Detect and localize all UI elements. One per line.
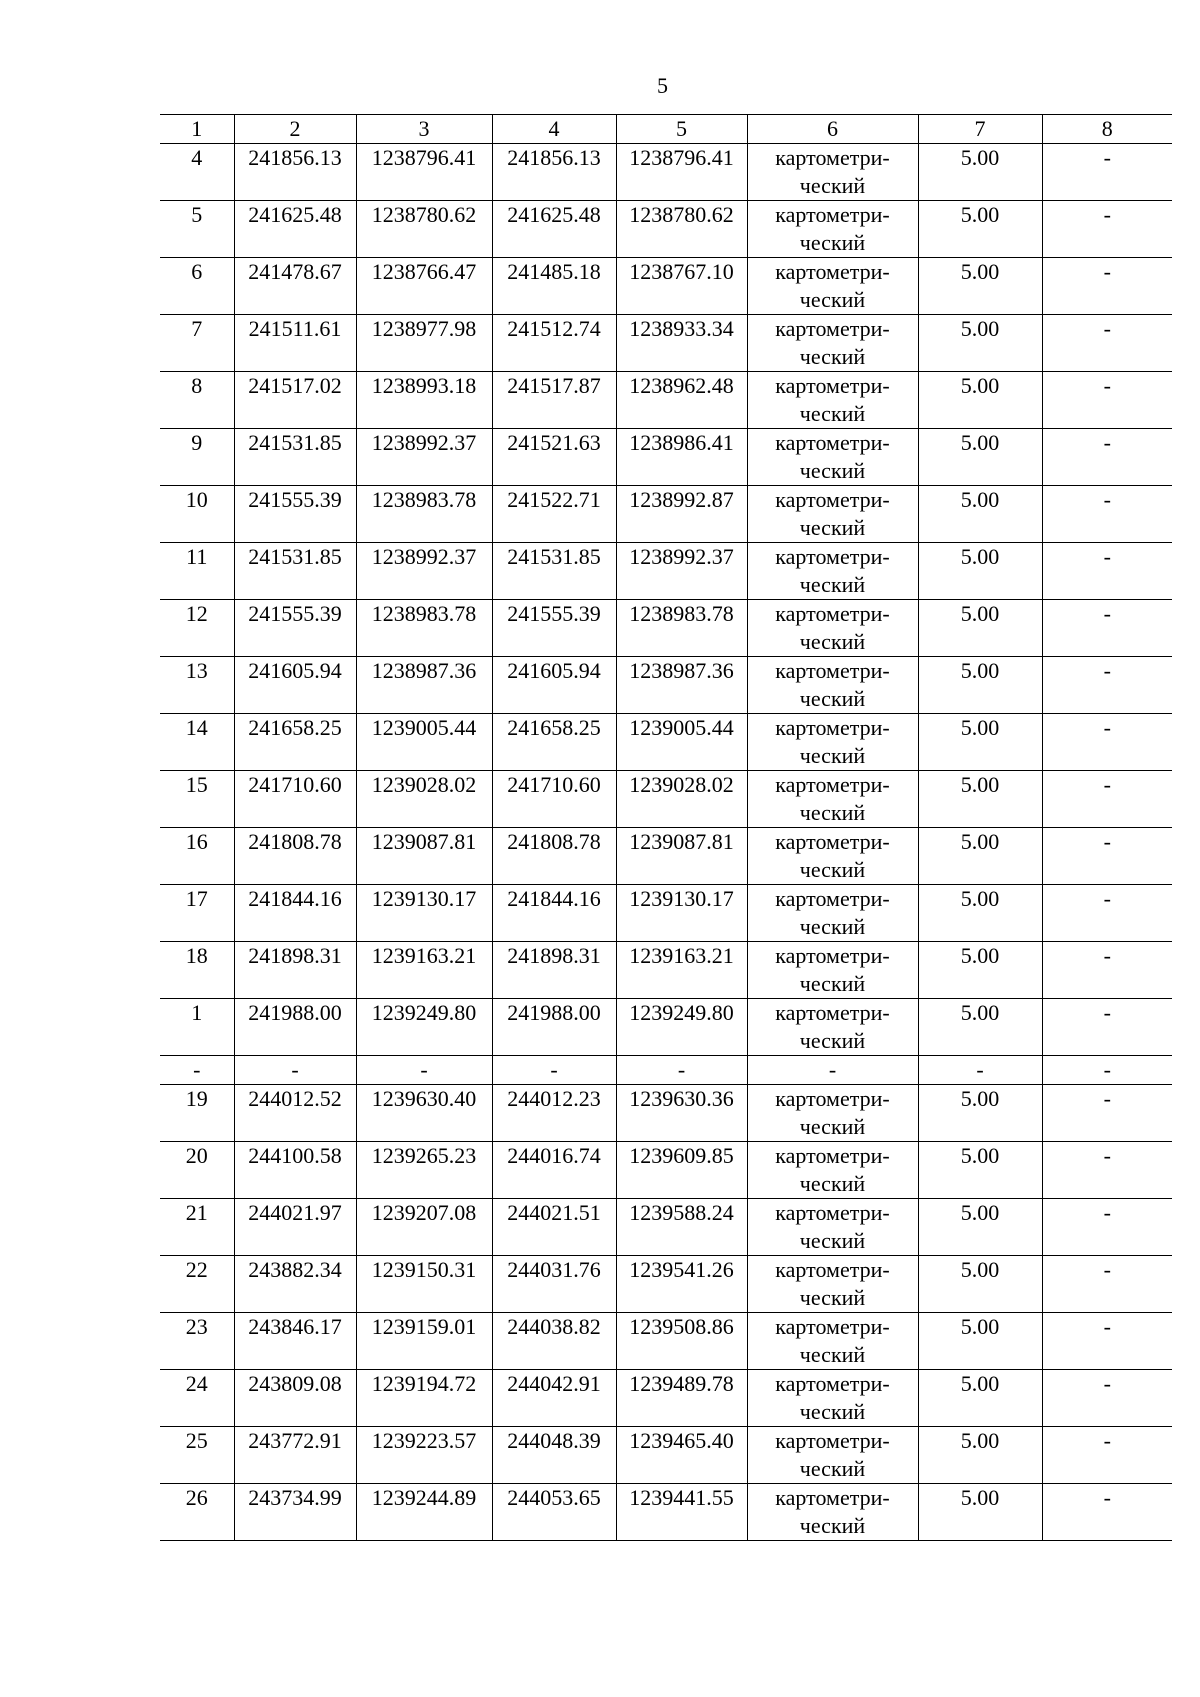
table-cell-col-2: 243846.17: [234, 1313, 356, 1370]
table-cell-col-8: -: [1042, 543, 1172, 600]
table-cell-col-2: 241531.85: [234, 429, 356, 486]
table-body: [160, 115, 1172, 1541]
column-header-7: 7: [918, 115, 1042, 144]
table-cell-col-8: -: [1042, 486, 1172, 543]
table-row: [160, 543, 1172, 600]
table-cell-col-7: 5.00: [918, 1256, 1042, 1313]
table-cell-col-4: 241625.48: [492, 201, 616, 258]
table-cell-col-3: 1239130.17: [356, 885, 492, 942]
table-cell-col-4: 241898.31: [492, 942, 616, 999]
table-cell-col-3: 1238983.78: [356, 600, 492, 657]
table-cell-col-4: 241512.74: [492, 315, 616, 372]
table-cell-col-2: 241844.16: [234, 885, 356, 942]
table-cell-col-3: 1239150.31: [356, 1256, 492, 1313]
table-cell-col-4: 241844.16: [492, 885, 616, 942]
table-cell-col-2: 241605.94: [234, 657, 356, 714]
table-cell-col-5: 1238987.36: [616, 657, 747, 714]
table-cell-col-6: картометри- ческий: [747, 1142, 918, 1199]
table-cell-col-2: 241808.78: [234, 828, 356, 885]
table-cell-col-7: 5.00: [918, 315, 1042, 372]
table-cell-col-7: 5.00: [918, 429, 1042, 486]
table-cell-col-7: 5.00: [918, 1085, 1042, 1142]
table-cell-col-6: картометри- ческий: [747, 1370, 918, 1427]
table-cell-col-4: 241710.60: [492, 771, 616, 828]
table-cell-col-1: 7: [160, 315, 234, 372]
table-cell-col-8: -: [1042, 372, 1172, 429]
table-cell-col-3: 1239087.81: [356, 828, 492, 885]
table-cell-col-7: 5.00: [918, 258, 1042, 315]
table-cell-col-4: 244012.23: [492, 1085, 616, 1142]
table-cell-col-3: 1238983.78: [356, 486, 492, 543]
table-cell-col-6: картометри- ческий: [747, 714, 918, 771]
table-cell-col-2: -: [234, 1056, 356, 1085]
table-row: [160, 600, 1172, 657]
table-cell-col-7: 5.00: [918, 771, 1042, 828]
table-cell-col-6: картометри- ческий: [747, 1427, 918, 1484]
table-cell-col-2: 243772.91: [234, 1427, 356, 1484]
table-cell-col-3: 1238780.62: [356, 201, 492, 258]
table-cell-col-5: 1239130.17: [616, 885, 747, 942]
table-cell-col-8: -: [1042, 714, 1172, 771]
table-cell-col-1: 14: [160, 714, 234, 771]
table-cell-col-2: 244012.52: [234, 1085, 356, 1142]
table-cell-col-8: -: [1042, 1256, 1172, 1313]
table-cell-col-4: 241531.85: [492, 543, 616, 600]
table-cell-col-6: картометри- ческий: [747, 1199, 918, 1256]
table-cell-col-3: 1238993.18: [356, 372, 492, 429]
table-cell-col-5: 1238983.78: [616, 600, 747, 657]
table-row: [160, 315, 1172, 372]
table-cell-col-5: 1239508.86: [616, 1313, 747, 1370]
table-cell-col-2: 244100.58: [234, 1142, 356, 1199]
table-cell-col-3: 1238796.41: [356, 144, 492, 201]
table-cell-col-2: 241531.85: [234, 543, 356, 600]
table-cell-col-6: картометри- ческий: [747, 144, 918, 201]
table-row: [160, 258, 1172, 315]
table-cell-col-2: 243882.34: [234, 1256, 356, 1313]
table-cell-col-5: 1239630.36: [616, 1085, 747, 1142]
table-cell-col-5: 1238933.34: [616, 315, 747, 372]
table-cell-col-4: 241522.71: [492, 486, 616, 543]
table-cell-col-7: 5.00: [918, 1313, 1042, 1370]
table-cell-col-4: 241658.25: [492, 714, 616, 771]
table-cell-col-6: картометри- ческий: [747, 999, 918, 1056]
table-cell-col-7: 5.00: [918, 999, 1042, 1056]
table-cell-col-2: 241898.31: [234, 942, 356, 999]
table-row: [160, 1256, 1172, 1313]
table-cell-col-6: картометри- ческий: [747, 372, 918, 429]
table-row: [160, 714, 1172, 771]
table-cell-col-7: 5.00: [918, 1484, 1042, 1541]
table-row: [160, 372, 1172, 429]
column-header-1: 1: [160, 115, 234, 144]
table-cell-col-2: 241555.39: [234, 600, 356, 657]
table-row: [160, 486, 1172, 543]
table-cell-col-3: 1239249.80: [356, 999, 492, 1056]
table-cell-col-6: картометри- ческий: [747, 942, 918, 999]
table-row: [160, 1370, 1172, 1427]
table-cell-col-5: 1239005.44: [616, 714, 747, 771]
table-cell-col-3: 1239005.44: [356, 714, 492, 771]
table-cell-col-7: 5.00: [918, 1370, 1042, 1427]
table-cell-col-1: 10: [160, 486, 234, 543]
table-cell-col-8: -: [1042, 1370, 1172, 1427]
table-cell-col-1: 5: [160, 201, 234, 258]
table-cell-col-1: 6: [160, 258, 234, 315]
table-cell-col-2: 241658.25: [234, 714, 356, 771]
column-header-6: 6: [747, 115, 918, 144]
table-cell-col-5: 1239541.26: [616, 1256, 747, 1313]
table-cell-col-8: -: [1042, 1056, 1172, 1085]
table-cell-col-3: 1239028.02: [356, 771, 492, 828]
table-cell-col-5: 1239441.55: [616, 1484, 747, 1541]
table-cell-col-4: 241555.39: [492, 600, 616, 657]
table-cell-col-4: 241856.13: [492, 144, 616, 201]
table-cell-col-7: 5.00: [918, 714, 1042, 771]
separator-row: [160, 1056, 1172, 1085]
table-cell-col-7: 5.00: [918, 543, 1042, 600]
table-cell-col-6: картометри- ческий: [747, 1085, 918, 1142]
table-cell-col-1: 17: [160, 885, 234, 942]
table-cell-col-5: -: [616, 1056, 747, 1085]
column-header-4: 4: [492, 115, 616, 144]
table-cell-col-5: 1239087.81: [616, 828, 747, 885]
table-cell-col-8: -: [1042, 1484, 1172, 1541]
table-cell-col-4: 244048.39: [492, 1427, 616, 1484]
table-cell-col-1: -: [160, 1056, 234, 1085]
coordinates-table: [160, 114, 1172, 1541]
table-row: [160, 1484, 1172, 1541]
table-cell-col-7: 5.00: [918, 828, 1042, 885]
table-cell-col-8: -: [1042, 999, 1172, 1056]
table-header-row: [160, 115, 1172, 144]
table-cell-col-1: 15: [160, 771, 234, 828]
table-cell-col-8: -: [1042, 1085, 1172, 1142]
column-header-3: 3: [356, 115, 492, 144]
table-cell-col-5: 1239028.02: [616, 771, 747, 828]
table-cell-col-5: 1239609.85: [616, 1142, 747, 1199]
table-cell-col-8: -: [1042, 828, 1172, 885]
table-cell-col-1: 25: [160, 1427, 234, 1484]
table-cell-col-3: 1238992.37: [356, 429, 492, 486]
table-cell-col-1: 20: [160, 1142, 234, 1199]
table-cell-col-8: -: [1042, 144, 1172, 201]
column-header-2: 2: [234, 115, 356, 144]
table-cell-col-8: -: [1042, 429, 1172, 486]
table-cell-col-5: 1239163.21: [616, 942, 747, 999]
table-cell-col-3: 1239163.21: [356, 942, 492, 999]
table-cell-col-4: 244038.82: [492, 1313, 616, 1370]
table-row: [160, 828, 1172, 885]
table-cell-col-6: картометри- ческий: [747, 258, 918, 315]
table-cell-col-3: 1239194.72: [356, 1370, 492, 1427]
table-cell-col-2: 243734.99: [234, 1484, 356, 1541]
table-cell-col-3: 1239223.57: [356, 1427, 492, 1484]
table-cell-col-3: 1238766.47: [356, 258, 492, 315]
page-number: 5: [657, 73, 668, 98]
table-cell-col-7: 5.00: [918, 942, 1042, 999]
table-cell-col-4: 244016.74: [492, 1142, 616, 1199]
column-header-8: 8: [1042, 115, 1172, 144]
table-cell-col-7: 5.00: [918, 1427, 1042, 1484]
table-cell-col-2: 241478.67: [234, 258, 356, 315]
table-cell-col-1: 19: [160, 1085, 234, 1142]
table-cell-col-6: картометри- ческий: [747, 1484, 918, 1541]
table-cell-col-6: картометри- ческий: [747, 1313, 918, 1370]
table-cell-col-4: 241808.78: [492, 828, 616, 885]
table-cell-col-2: 241625.48: [234, 201, 356, 258]
table-cell-col-1: 24: [160, 1370, 234, 1427]
table-row: [160, 999, 1172, 1056]
table-cell-col-4: -: [492, 1056, 616, 1085]
table-cell-col-8: -: [1042, 885, 1172, 942]
table-cell-col-4: 241521.63: [492, 429, 616, 486]
table-cell-col-3: 1239630.40: [356, 1085, 492, 1142]
table-cell-col-5: 1238780.62: [616, 201, 747, 258]
table-cell-col-5: 1238962.48: [616, 372, 747, 429]
table-cell-col-6: картометри- ческий: [747, 429, 918, 486]
table-row: [160, 201, 1172, 258]
table-cell-col-1: 22: [160, 1256, 234, 1313]
column-header-5: 5: [616, 115, 747, 144]
table-cell-col-2: 241710.60: [234, 771, 356, 828]
table-row: [160, 771, 1172, 828]
table-cell-col-7: 5.00: [918, 885, 1042, 942]
table-cell-col-3: 1238987.36: [356, 657, 492, 714]
table-cell-col-8: -: [1042, 1199, 1172, 1256]
table-cell-col-3: 1239159.01: [356, 1313, 492, 1370]
table-cell-col-5: 1238992.37: [616, 543, 747, 600]
table-cell-col-2: 241856.13: [234, 144, 356, 201]
table-cell-col-5: 1239249.80: [616, 999, 747, 1056]
table-cell-col-8: -: [1042, 1142, 1172, 1199]
table-cell-col-1: 21: [160, 1199, 234, 1256]
table-cell-col-2: 241511.61: [234, 315, 356, 372]
table-cell-col-1: 16: [160, 828, 234, 885]
table-cell-col-3: 1239207.08: [356, 1199, 492, 1256]
table-cell-col-2: 243809.08: [234, 1370, 356, 1427]
table-cell-col-1: 18: [160, 942, 234, 999]
table-cell-col-2: 244021.97: [234, 1199, 356, 1256]
table-cell-col-5: 1239588.24: [616, 1199, 747, 1256]
table-cell-col-5: 1238992.87: [616, 486, 747, 543]
table-cell-col-6: картометри- ческий: [747, 771, 918, 828]
table-cell-col-1: 4: [160, 144, 234, 201]
table-row: [160, 1085, 1172, 1142]
table-cell-col-7: 5.00: [918, 144, 1042, 201]
table-cell-col-4: 244053.65: [492, 1484, 616, 1541]
table-cell-col-7: 5.00: [918, 201, 1042, 258]
table-row: [160, 885, 1172, 942]
table-cell-col-8: -: [1042, 657, 1172, 714]
table-cell-col-5: 1238767.10: [616, 258, 747, 315]
table-cell-col-1: 26: [160, 1484, 234, 1541]
table-row: [160, 657, 1172, 714]
table-cell-col-1: 11: [160, 543, 234, 600]
table-cell-col-8: -: [1042, 1427, 1172, 1484]
table-cell-col-3: 1239265.23: [356, 1142, 492, 1199]
table-cell-col-6: картометри- ческий: [747, 885, 918, 942]
table-cell-col-6: картометри- ческий: [747, 201, 918, 258]
table-cell-col-8: -: [1042, 1313, 1172, 1370]
table-cell-col-4: 241988.00: [492, 999, 616, 1056]
table-cell-col-4: 244021.51: [492, 1199, 616, 1256]
table-cell-col-3: 1238977.98: [356, 315, 492, 372]
table-cell-col-6: картометри- ческий: [747, 486, 918, 543]
table-cell-col-8: -: [1042, 315, 1172, 372]
table-cell-col-5: 1239489.78: [616, 1370, 747, 1427]
table-row: [160, 144, 1172, 201]
table-cell-col-7: 5.00: [918, 372, 1042, 429]
table-cell-col-8: -: [1042, 771, 1172, 828]
table-row: [160, 1427, 1172, 1484]
table-cell-col-7: 5.00: [918, 1199, 1042, 1256]
table-cell-col-1: 12: [160, 600, 234, 657]
table-cell-col-6: картометри- ческий: [747, 600, 918, 657]
table-cell-col-7: 5.00: [918, 657, 1042, 714]
table-cell-col-8: -: [1042, 942, 1172, 999]
table-cell-col-7: -: [918, 1056, 1042, 1085]
table-cell-col-4: 241517.87: [492, 372, 616, 429]
table-cell-col-6: картометри- ческий: [747, 543, 918, 600]
table-cell-col-3: 1239244.89: [356, 1484, 492, 1541]
table-cell-col-7: 5.00: [918, 1142, 1042, 1199]
table-cell-col-1: 8: [160, 372, 234, 429]
table-cell-col-6: картометри- ческий: [747, 828, 918, 885]
table-cell-col-6: картометри- ческий: [747, 315, 918, 372]
table-cell-col-4: 244031.76: [492, 1256, 616, 1313]
table-cell-col-5: 1239465.40: [616, 1427, 747, 1484]
table-cell-col-1: 1: [160, 999, 234, 1056]
table-cell-col-3: -: [356, 1056, 492, 1085]
table-cell-col-8: -: [1042, 600, 1172, 657]
table-cell-col-1: 23: [160, 1313, 234, 1370]
table-cell-col-2: 241988.00: [234, 999, 356, 1056]
table-cell-col-1: 13: [160, 657, 234, 714]
table-cell-col-2: 241517.02: [234, 372, 356, 429]
table-cell-col-8: -: [1042, 258, 1172, 315]
table-cell-col-7: 5.00: [918, 486, 1042, 543]
table-cell-col-8: -: [1042, 201, 1172, 258]
table-cell-col-5: 1238986.41: [616, 429, 747, 486]
table-cell-col-4: 241485.18: [492, 258, 616, 315]
table-cell-col-2: 241555.39: [234, 486, 356, 543]
table-cell-col-6: картометри- ческий: [747, 657, 918, 714]
table-row: [160, 1313, 1172, 1370]
table-cell-col-6: картометри- ческий: [747, 1256, 918, 1313]
table-cell-col-7: 5.00: [918, 600, 1042, 657]
table-cell-col-5: 1238796.41: [616, 144, 747, 201]
table-row: [160, 429, 1172, 486]
table-cell-col-1: 9: [160, 429, 234, 486]
table-row: [160, 1142, 1172, 1199]
table-cell-col-6: -: [747, 1056, 918, 1085]
table-cell-col-4: 241605.94: [492, 657, 616, 714]
table-row: [160, 1199, 1172, 1256]
table-cell-col-3: 1238992.37: [356, 543, 492, 600]
table-cell-col-4: 244042.91: [492, 1370, 616, 1427]
table-row: [160, 942, 1172, 999]
